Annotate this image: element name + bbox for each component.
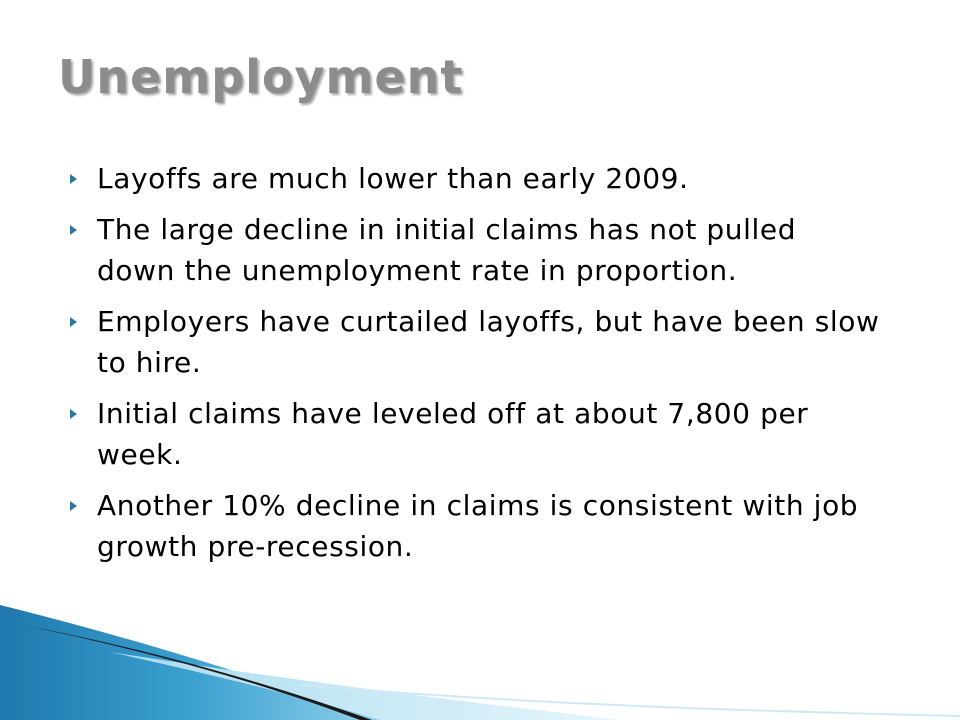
bullet-text: Layoffs are much lower than early 2009. (97, 162, 689, 195)
slide-title: Unemployment (58, 50, 464, 104)
decorative-swoosh (0, 590, 960, 720)
bullet-item (70, 393, 880, 475)
triangle-bullet-icon (70, 225, 77, 235)
bullet-item (70, 485, 880, 567)
bullet-list (70, 158, 880, 577)
bullet-text: Employers have curtailed layoffs, but have been slow to hire. (97, 305, 880, 379)
bullet-text: The large decline in initial claims has not pulled down the unemployment rate in proportion. (97, 213, 797, 287)
bullet-item (70, 209, 880, 291)
bullet-item (70, 301, 880, 383)
triangle-bullet-icon (70, 501, 77, 511)
bullet-text: Another 10% decline in claims is consistent with job growth pre-recession. (97, 489, 859, 563)
bullet-item (70, 158, 880, 199)
bullet-text: Initial claims have leveled off at about 7,800 per week. (97, 397, 809, 471)
triangle-bullet-icon (70, 409, 77, 419)
triangle-bullet-icon (70, 317, 77, 327)
triangle-bullet-icon (70, 174, 77, 184)
